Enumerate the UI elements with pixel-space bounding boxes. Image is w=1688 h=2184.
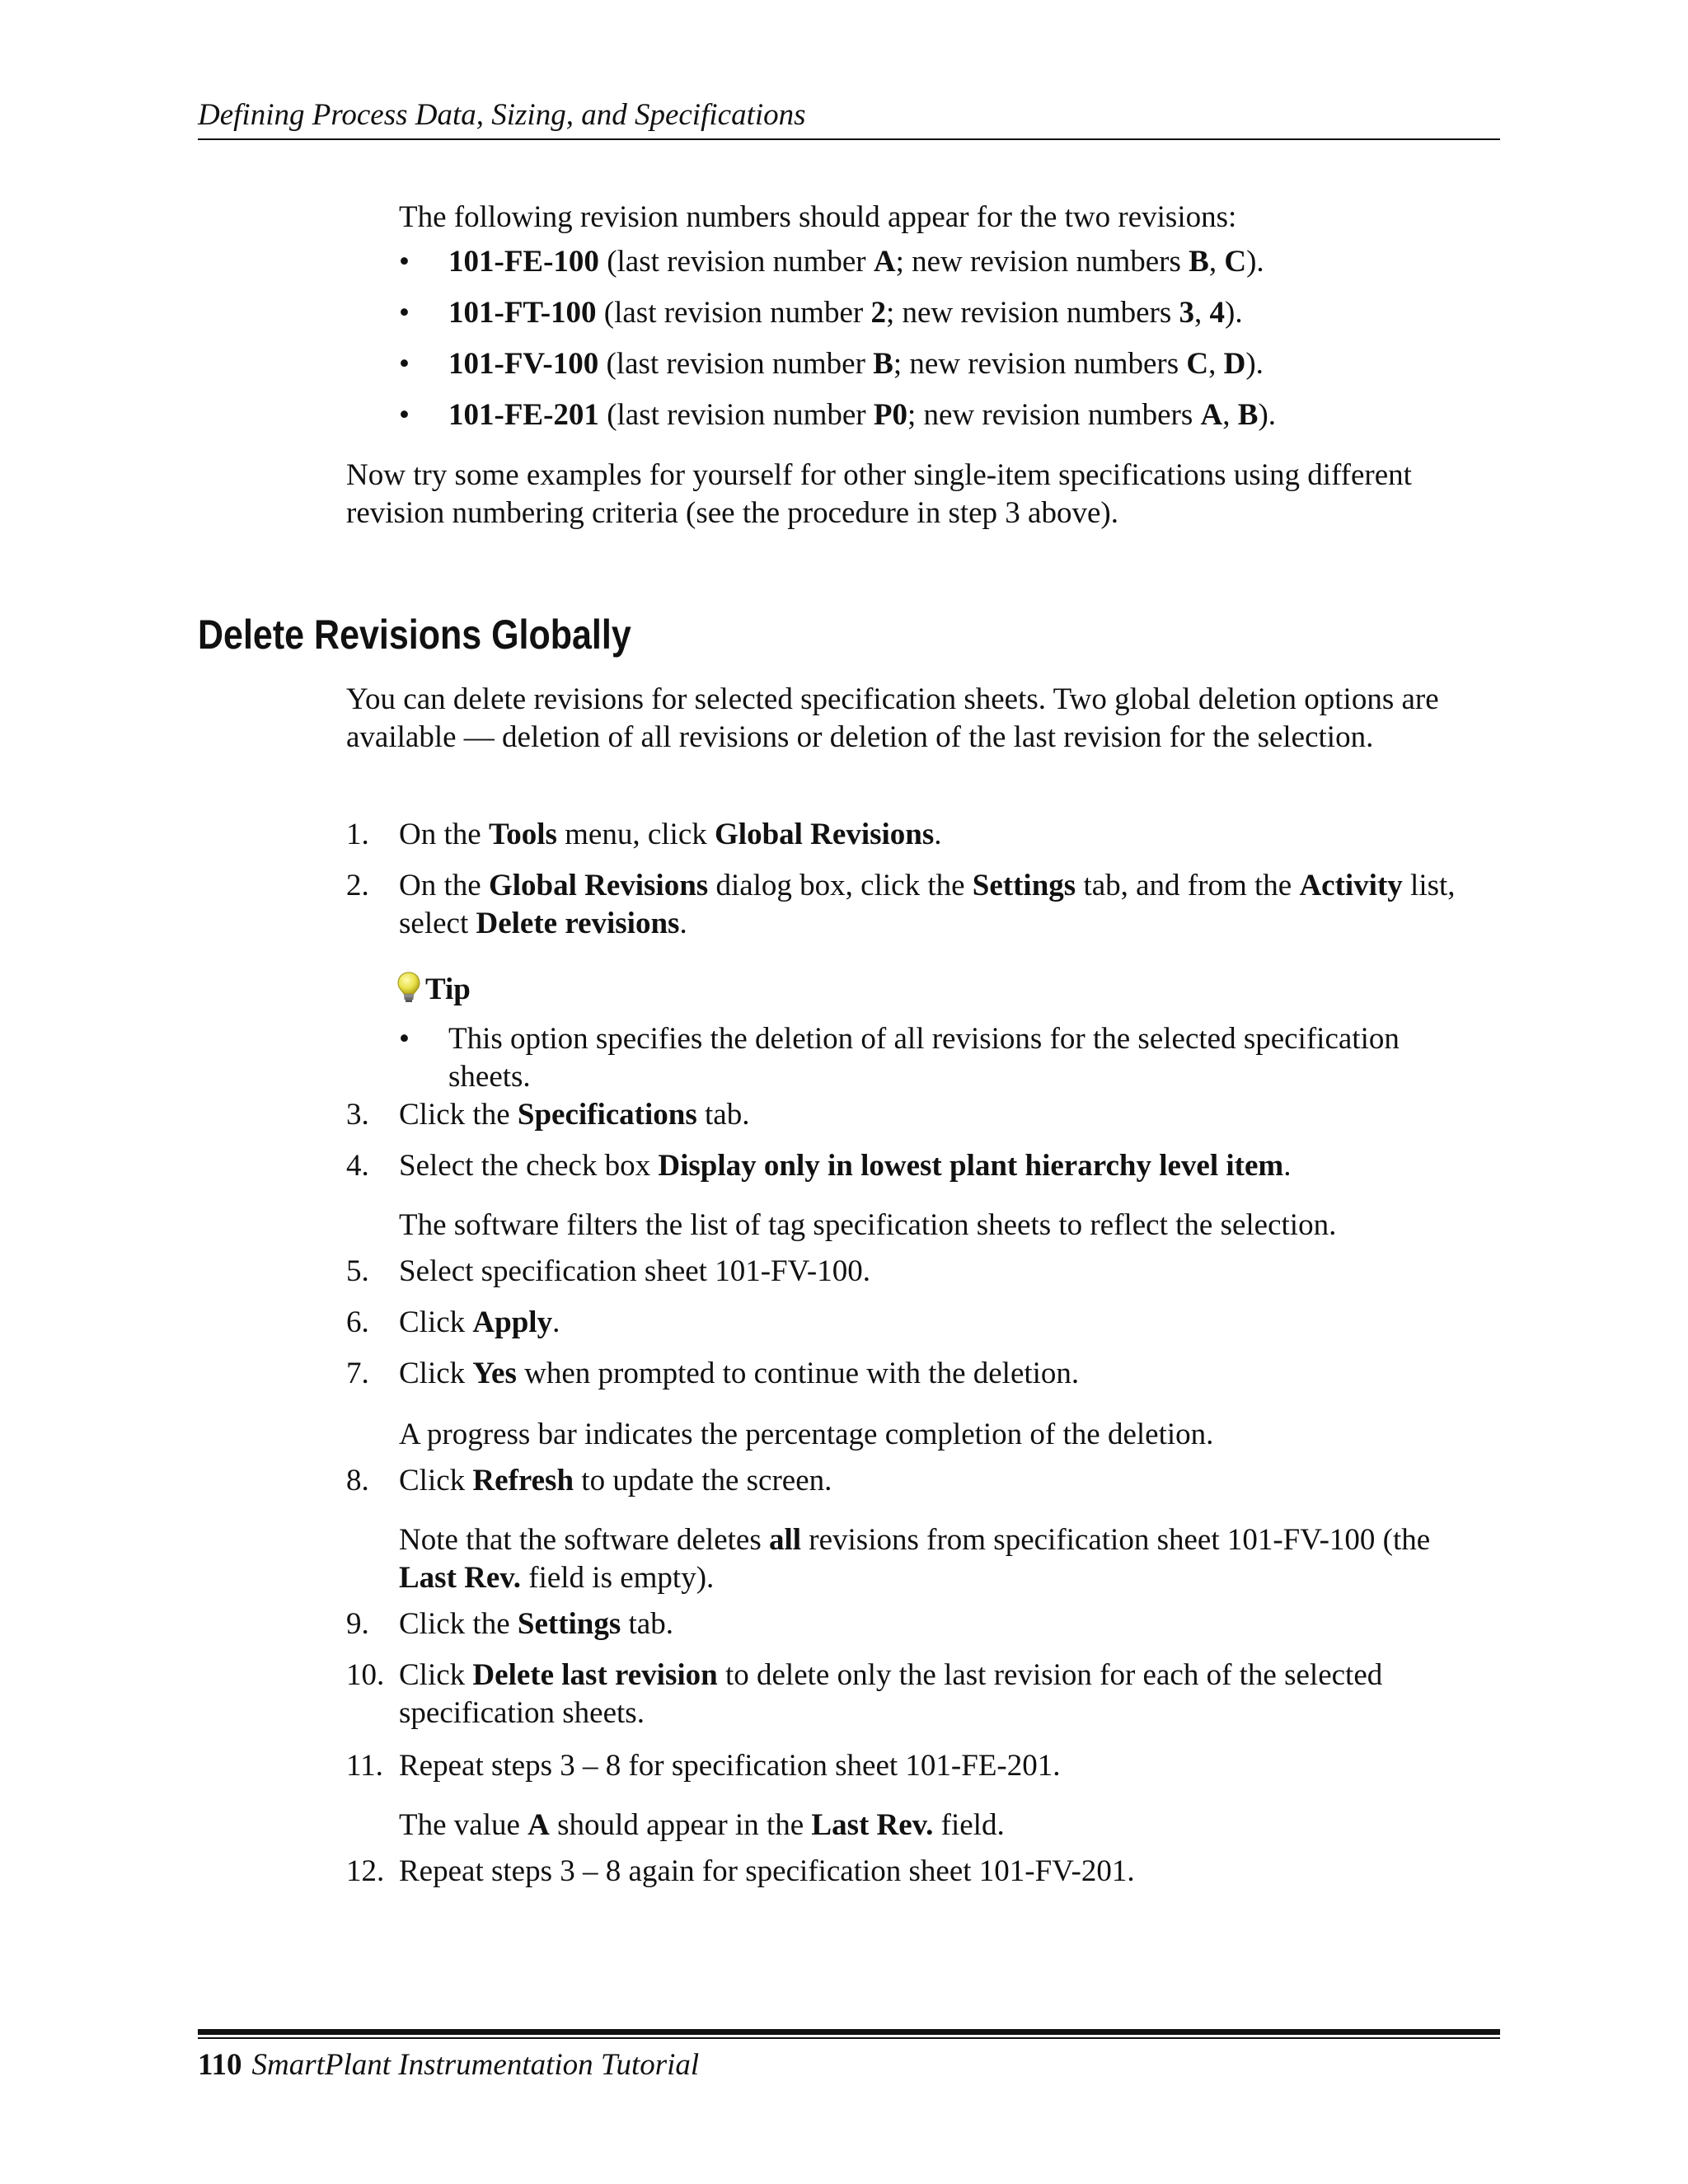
footer-rule-thin [198, 2037, 1500, 2039]
tag-number: 101-FE-201 [448, 398, 599, 432]
step-7-note: A progress bar indicates the percentage completion of the deletion. [399, 1418, 1214, 1451]
step-11-note: The value A should appear in the Last Rev. field. [399, 1808, 1005, 1842]
footer-title: SmartPlant Instrumentation Tutorial [251, 2048, 700, 2082]
step-4-note: The software filters the list of tag specification sheets to reflect the selection. [399, 1208, 1337, 1242]
page-footer [198, 2047, 699, 2083]
section-heading: Delete Revisions Globally [198, 612, 631, 658]
footer-rule [198, 2029, 1500, 2035]
tag-number: 101-FE-100 [448, 245, 599, 279]
try-examples-paragraph: Now try some examples for yourself for other single-item specifications using different revision numbering criteria (see the procedure in step 3 above). [346, 458, 1412, 530]
document-page: Defining Process Data, Sizing, and Specifications The following revision numbers should appear for the two revisions: • 101-FE-100 (last revision number A; new revision numbers B, C). • 101-FT-100 (last revision number 2; new revision numbers 3, 4). • 101-FV-100 (last revision number B; new revision numbers C, D). • 101-FE-201 (last revision number P0; new revision numbers A, B). Now try some examples for yourself for other single-item specifications using different revision numbering criteria (see the procedure in step 3 above). Delete Revisions Globally You can delete revisions for selected specification sheets. Two global deletion options are available — deletion of all revisions or deletion of the last revision for the selection. 1. On the Tools menu, click Global Revisions. 2. On the Global Revisions dialog box, click the Settings tab, and from the Activity list, select Delete revisions. Tip • This option specifies the deletion of all revisions for the selected specification sheets. 3. Click the Specifications tab. 4. Select the check box Display only in lowest plant hierarchy level item. The software filters the list of tag specification sheets to reflect the selection. 5. Select specification sheet 101-FV-100. 6. Click Apply. 7. Click Yes when prompted to continue with the deletion. A progress bar indicates the percentage completion of the deletion. 8. Click Refresh to update the screen. Note that the software deletes all revisions from specification sheet 101-FV-100 (the Last Rev. field is empty). 9. Click the Settings tab. 10. Click Delete last revision to delete only the last revision for each of the selected specification sheets. 11. Repeat steps 3 – 8 for specification sheet 101-FE-201. The value A should appear in the Last Rev. field. 12. Repeat steps 3 – 8 again for specification sheet 101-FV-201. 110 SmartPlant Instrumentation Tutorial [0, 0, 1688, 2184]
tag-number: 101-FT-100 [448, 296, 597, 330]
bullet: • [399, 398, 410, 432]
section-intro: You can delete revisions for selected specification sheets. Two global deletion options are available — deletion of all revisions or deletion of the last revision for the selection. [346, 682, 1439, 754]
page-number: 110 [198, 2048, 242, 2082]
bullet: • [399, 296, 410, 330]
tip-heading [396, 971, 471, 1008]
tip-text: This option specifies the deletion of all revisions for the selected specification sheets. [448, 1022, 1400, 1094]
header-rule [198, 138, 1500, 140]
page-header [198, 97, 1500, 134]
tip-label: Tip [425, 972, 471, 1006]
bullet: • [399, 1022, 410, 1056]
step-8-note: Note that the software deletes all revisions from specification sheet 101-FV-100 (the Last Rev. field is empty). [399, 1523, 1431, 1595]
header-title: Defining Process Data, Sizing, and Specifications [198, 98, 806, 132]
revisions-intro: The following revision numbers should appear for the two revisions: [399, 200, 1237, 234]
bullet: • [399, 347, 410, 381]
bullet: • [399, 245, 410, 279]
tag-number: 101-FV-100 [448, 347, 599, 381]
lightbulb-icon [396, 971, 422, 1005]
